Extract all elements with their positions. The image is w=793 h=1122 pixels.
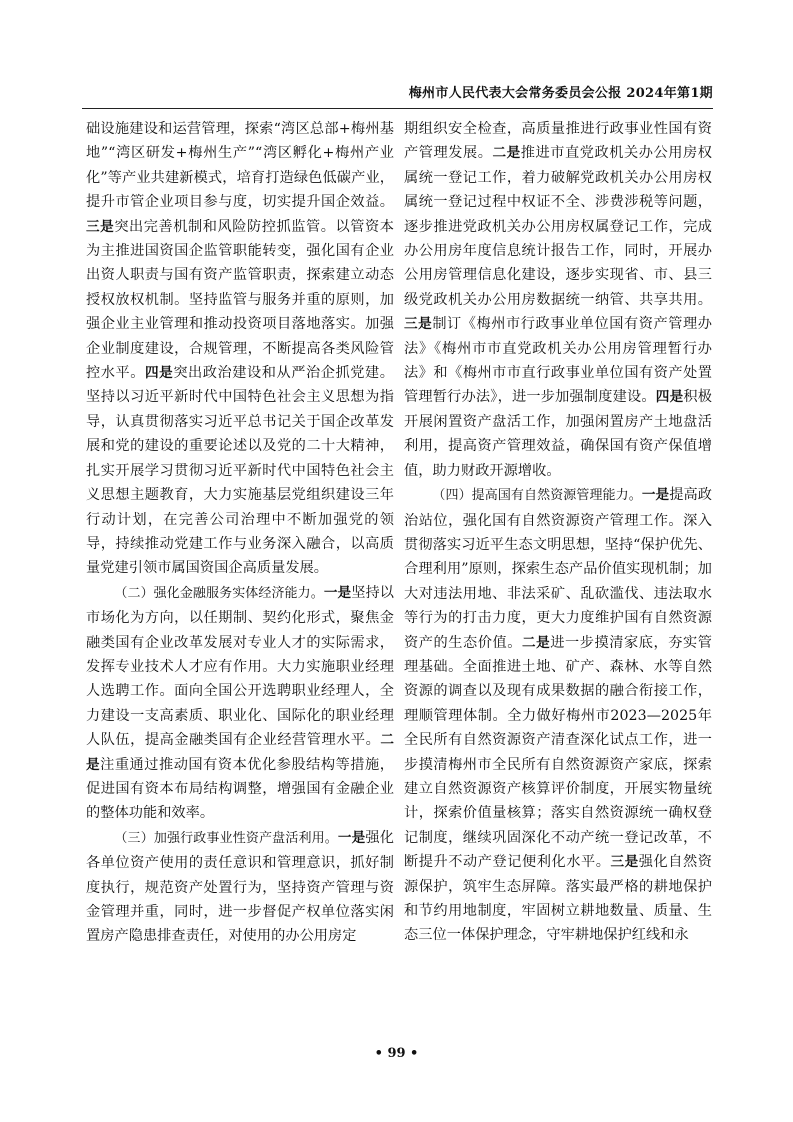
right-column [404,117,712,948]
section-heading: （三）加强行政事业性资产盘活利用。 [114,830,338,846]
paragraph: （四）提高国有自然资源管理能力。一是提高政治站位，强化国有自然资源资产管理工作。深入贯彻落实习近平生态文明思想，坚持“保护优先、合理利用”原则，探索生态产品价值实现机制；加大对违法用地、非法采矿、乱砍滥伐、违法取水等行为的打击力度，更大力度维护国有自然资源资产的生态价值。二是进一步摸清家底，夯实管理基础。全面推进土地、矿产、森林、水等自然资源的调查以及现有成果数据的融合衔接工作，理顺管理体制。全力做好梅州市2023—2025年全民所有自然资源资产清查深化试点工作，进一步摸清梅州市全民所有自然资源资产家底，探索建立自然资源资产核算评价制度，开展实物量统计，探索价值量核算；落实自然资源统一确权登记制度，继续巩固深化不动产统一登记改革，不断提升不动产登记便利化水平。三是强化自然资源保护，筑牢生态屏障。落实最严格的耕地保护和节约用地制度，牢固树立耕地数量、质量、生态三位一体保护理念，守牢耕地保护红线和永 [404,487,712,944]
page-header [82,78,713,109]
journal-title: 梅州市人民代表大会常务委员会公报 2024年第1期 [408,86,713,101]
paragraph: 期组织安全检查，高质量推进行政事业性国有资产管理发展。二是推进市直党政机关办公用房权属统一登记工作，着力破解党政机关办公用房权属统一登记过程中权证不全、涉费涉税等问题，逐步推进党政机关办公用房权属登记工作，完成办公用房年度信息统计报告工作，同时，开展办公用房管理信息化建设，逐步实现省、市、县三级党政机关办公用房数据统一纳管、共享共用。三是制订《梅州市行政事业单位国有资产管理办法》《梅州市市直党政机关办公用房管理暂行办法》和《梅州市市直行政事业单位国有资产处置管理暂行办法》，进一步加强制度建设。四是积极开展闲置资产盘活工作，加强闲置房产土地盘活利用，提高资产管理效益，确保国有资产保值增值，助力财政开源增收。 [404,121,712,479]
left-column [86,117,394,949]
section-heading: （二）强化金融服务实体经济能力。 [114,585,324,601]
paragraph: （二）强化金融服务实体经济能力。一是坚持以市场化为方向，以任期制、契约化形式，聚焦金融类国有企业改革发展对专业人才的实际需求，发挥专业技术人才应有作用。大力实施职业经理人选聘工作。面向全国公开选聘职业经理人，全力建设一支高素质、职业化、国际化的职业经理人队伍，提高金融类国有企业经营管理水平。二是注重通过推动国有资本优化参股结构等措施，促进国有资本布局结构调整，增强国有金融企业的整体功能和效率。 [86,584,394,822]
paragraph: 础设施建设和运营管理，探索“湾区总部+梅州基地”“湾区研发+梅州生产”“湾区孵化+梅州产业化”等产业共建新模式，培育打造绿色低碳产业，提升市管企业项目参与度，切实提升国企效益。三是突出完善机制和风险防控抓监管。以管资本为主推进国资国企监管职能转变，强化国有企业出资人职责与国有资产监管职责，探索建立动态授权放权机制。坚持监管与服务并重的原则，加强企业主业管理和推动投资项目落地落实。加强企业制度建设，合规管理，不断提高各类风险管控水平。四是突出政治建设和从严治企抓党建。坚持以习近平新时代中国特色社会主义思想为指导，认真贯彻落实习近平总书记关于国企改革发展和党的建设的重要论述以及党的二十大精神，扎实开展学习贯彻习近平新时代中国特色社会主义思想主题教育，大力实施基层党组织建设三年行动计划，在完善公司治理中不断加强党的领导，持续推动党建工作与业务深入融合，以高质量党建引领市属国资国企高质量发展。 [86,121,394,577]
page-number: • 99 • [374,1046,419,1061]
paragraph: （三）加强行政事业性资产盘活利用。一是强化各单位资产使用的责任意识和管理意识，抓好制度执行，规范资产处置行为，坚持资产管理与资金管理并重，同时，进一步督促产权单位落实闲置房产隐患排查责任，对使用的办公用房定 [86,829,394,945]
section-heading: （四）提高国有自然资源管理能力。 [432,488,642,504]
